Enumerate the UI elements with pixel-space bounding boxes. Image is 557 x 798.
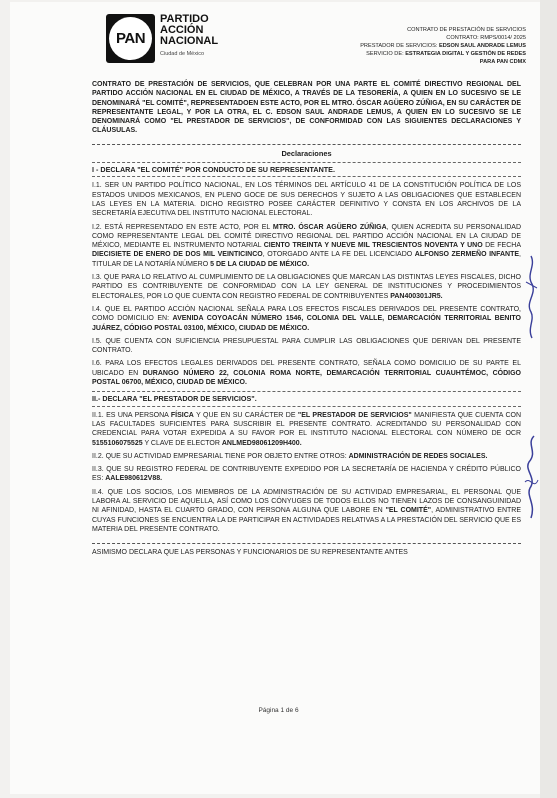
party-name-line1: PARTIDO [160,13,209,25]
pan-logo-mark [106,14,155,63]
pan-logo-letters: PAN [115,30,146,47]
contract-type: CONTRATO DE PRESTACIÓN DE SERVICIOS [407,27,526,33]
margin-signature-1 [522,252,540,342]
service-line: SERVICIO DE: ESTRATEGIA DIGITAL Y GESTIÓN DE REDES [366,51,526,57]
margin-signature-2 [522,432,540,522]
clause-continuation: ASIMISMO DECLARA QUE LAS PERSONAS Y FUNCIONARIOS DE SU REPRESENTANTE ANTES [92,549,408,557]
clause-2-1: II.1. ES UNA PERSONA FÍSICA Y QUE EN SU CARÁCTER DE "EL PRESTADOR DE SERVICIOS" MANIFIESTA QUE CUENTA CON LAS FACULTADES SUFICIENTES PARA SUSCRIBIR EL PRESENTE CONTRATO. ACREDITANDO SU PERSONALIDAD CON CREDENCIAL PARA VOTAR EXPEDIDA A SU FAVOR POR EL INSTITUTO NACIONAL ELECTORAL CON NÚMERO DE OCR 5155106075525 Y CLAVE DE ELECTOR ANLMED98061209H400. [92,411,522,447]
separator [92,538,521,544]
clause-2-3: II.3. QUE SU REGISTRO FEDERAL DE CONTRIBUYENTE EXPEDIDO POR LA SECRETARÍA DE HACIENDA Y CRÉDITO PÚBLICO ES: AALE980612V88. [92,466,521,483]
party-name-line2: ACCIÓN [160,24,204,36]
clause-1-4: I.4. QUE EL PARTIDO ACCIÓN NACIONAL SEÑALA PARA LOS EFECTOS FISCALES DERIVADOS DEL PRESENTE CONTRATO, COMO DOMICILIO EN: AVENIDA COYOACÁN NÚMERO 1546, COLONIA DEL VALLE, DEMARCACIÓN TERRITORIAL BENITO JUÁREZ, CÓDIGO POSTAL 03100, MÉXICO, CIUDAD DE MÉXICO. [92,305,521,332]
party-city: Ciudad de México [160,51,205,57]
contract-header [286,26,526,66]
service-line-2: PARA PAN CDMX [479,59,526,65]
document-page [10,2,540,794]
section-1-heading: I - DECLARA "EL COMITÉ" POR CONDUCTO DE SU REPRESENTANTE. [92,162,521,177]
separator [92,139,521,145]
provider-line: PRESTADOR DE SERVICIOS: EDSON SAUL ANDRADE LEMUS [360,43,526,49]
clause-2-4: II.4. QUE LOS SOCIOS, LOS MIEMBROS DE LA ADMINISTRACIÓN DE SU ACTIVIDAD EMPRESARIAL, EL PERSONAL QUE LABORA AL SERVICIO DE AQUELLA, ASÍ COMO LOS CÓNYUGES DE TODOS ELLOS NO TIENEN LAZOS DE CONSANGUINIDAD NI AFINIDAD, HASTA EL CUARTO GRADO, CON PERSONA ALGUNA QUE LABORE EN "EL COMITÉ", ADMINISTRATIVO ENTRE CUYAS FUNCIONES SE ENCUENTRA LA DE PARTICIPAR EN ACTIVIDADES RELATIVAS A LA PRESTACIÓN DEL SERVICIO QUE ES MATERIA DEL PRESENTE CONTRATO. [92,488,522,533]
clause-1-3: I.3. QUE PARA LO RELATIVO AL CUMPLIMIENTO DE LA OBLIGACIONES QUE MARCAN LAS DISTINTAS LEYES FISCALES, DICHO PARTIDO ES CONTRIBUYENTE DE CONFORMIDAD CON LA LEY GENERAL DE INSTITUCIONES Y PROCEDIMIENTOS ELECTORALES, POR LO QUE CUENTA CON REGISTRO FEDERAL DE CONTRIBUYENTES PAN400301JR5. [92,274,521,300]
pan-logo [106,14,218,63]
page-number: Página 1 de 6 [258,707,299,714]
clause-1-6: I.6. PARA LOS EFECTOS LEGALES DERIVADOS DEL PRESENTE CONTRATO, SEÑALA COMO DOMICILIO DE SU PARTE EL UBICADO EN DURANGO NÚMERO 22, COLONIA ROMA NORTE, DEMARCACIÓN TERRITORIAL CUAUHTÉMOC, CÓDIGO POSTAL 06700, MÉXICO, CIUDAD DE MÉXICO. [92,360,522,387]
party-name-line3: NACIONAL [160,35,219,47]
clause-1-5: I.5. QUE CUENTA CON SUFICIENCIA PRESUPUESTAL PARA CUMPLIR LAS OBLIGACIONES QUE DERIVAN DEL PRESENTE CONTRATO. [92,337,521,355]
clause-2-2: II.2. QUE SU ACTIVIDAD EMPRESARIAL TIENE POR OBJETO ENTRE OTROS: ADMINISTRACIÓN DE REDES SOCIALES. [92,452,488,460]
contract-number: CONTRATO: RMPS/0014/ 2025 [446,35,526,41]
contract-body [92,80,521,561]
declarations-title: Declaraciones [281,148,332,158]
page-edge [540,0,557,798]
contract-intro: CONTRATO DE PRESTACIÓN DE SERVICIOS, QUE CELEBRAN POR UNA PARTE EL COMITÉ DIRECTIVO REGIONAL DEL PARTIDO ACCIÓN NACIONAL EN EL CIUDAD DE MÉXICO, A TRAVÉS DE LA TESORERÍA, A QUIEN EN LO SUCESIVO SE LE DENOMINARÁ "EL COMITÉ", REPRESENTADOEN ESTE ACTO, POR EL MTRO. ÓSCAR AGÜERO ZÚÑIGA, EN SU CARÁCTER DE REPRESENTANTE LEGAL, Y POR LA OTRA, EL C. EDSON SAUL ANDRADE LEMUS, A QUIEN EN LO SUCESIVO SE LE DENOMINARÁ COMO "EL PRESTADOR DE SERVICIOS", DE CONFORMIDAD CON LAS SIGUIENTES DECLARACIONES Y CLÁUSULAS. [92,81,521,135]
clause-1-2: I.2. ESTÁ REPRESENTADO EN ESTE ACTO, POR EL MTRO. ÓSCAR AGÜERO ZÚÑIGA, QUIEN ACREDITA SU PERSONALIDAD COMO REPRESENTANTE LEGAL DEL COMITÉ DIRECTIVO REGIONAL DEL PARTIDO ACCIÓN NACIONAL EN LA CIUDAD DE MÉXICO, MEDIANTE EL INSTRUMENTO NOTARIAL CIENTO TREINTA Y NUEVE MIL TRESCIENTOS NOVENTA Y UNO DE FECHA DIECISIETE DE ENERO DE DOS MIL VEINTICINCO, OTORGADO ANTE LA FE DEL LICENCIADO ALFONSO ZERMEÑO INFANTE, TITULAR DE LA NOTARÍA NÚMERO 5 DE LA CIUDAD DE MÉXICO. [92,223,521,268]
party-name [160,14,218,60]
section-2-heading: II.- DECLARA "EL PRESTADOR DE SERVICIOS". [92,391,521,406]
clause-1-1: I.1. SER UN PARTIDO POLÍTICO NACIONAL, EN LOS TÉRMINOS DEL ARTÍCULO 41 DE LA CONSTITUCIÓN POLÍTICA DE LOS ESTADOS UNIDOS MEXICANOS, EN PLENO GOCE DE SUS DERECHOS Y SUJETO A LAS OBLIGACIONES QUE ESTABLECEN LAS LEYES EN LA MATERIA. DICHO REGISTRO POSEE CARÁCTER DEFINITIVO Y CONSTA EN LOS ARCHIVOS DE LA SECRETARÍA EJECUTIVA DEL INSTITUTO NACIONAL ELECTORAL. [92,182,521,218]
